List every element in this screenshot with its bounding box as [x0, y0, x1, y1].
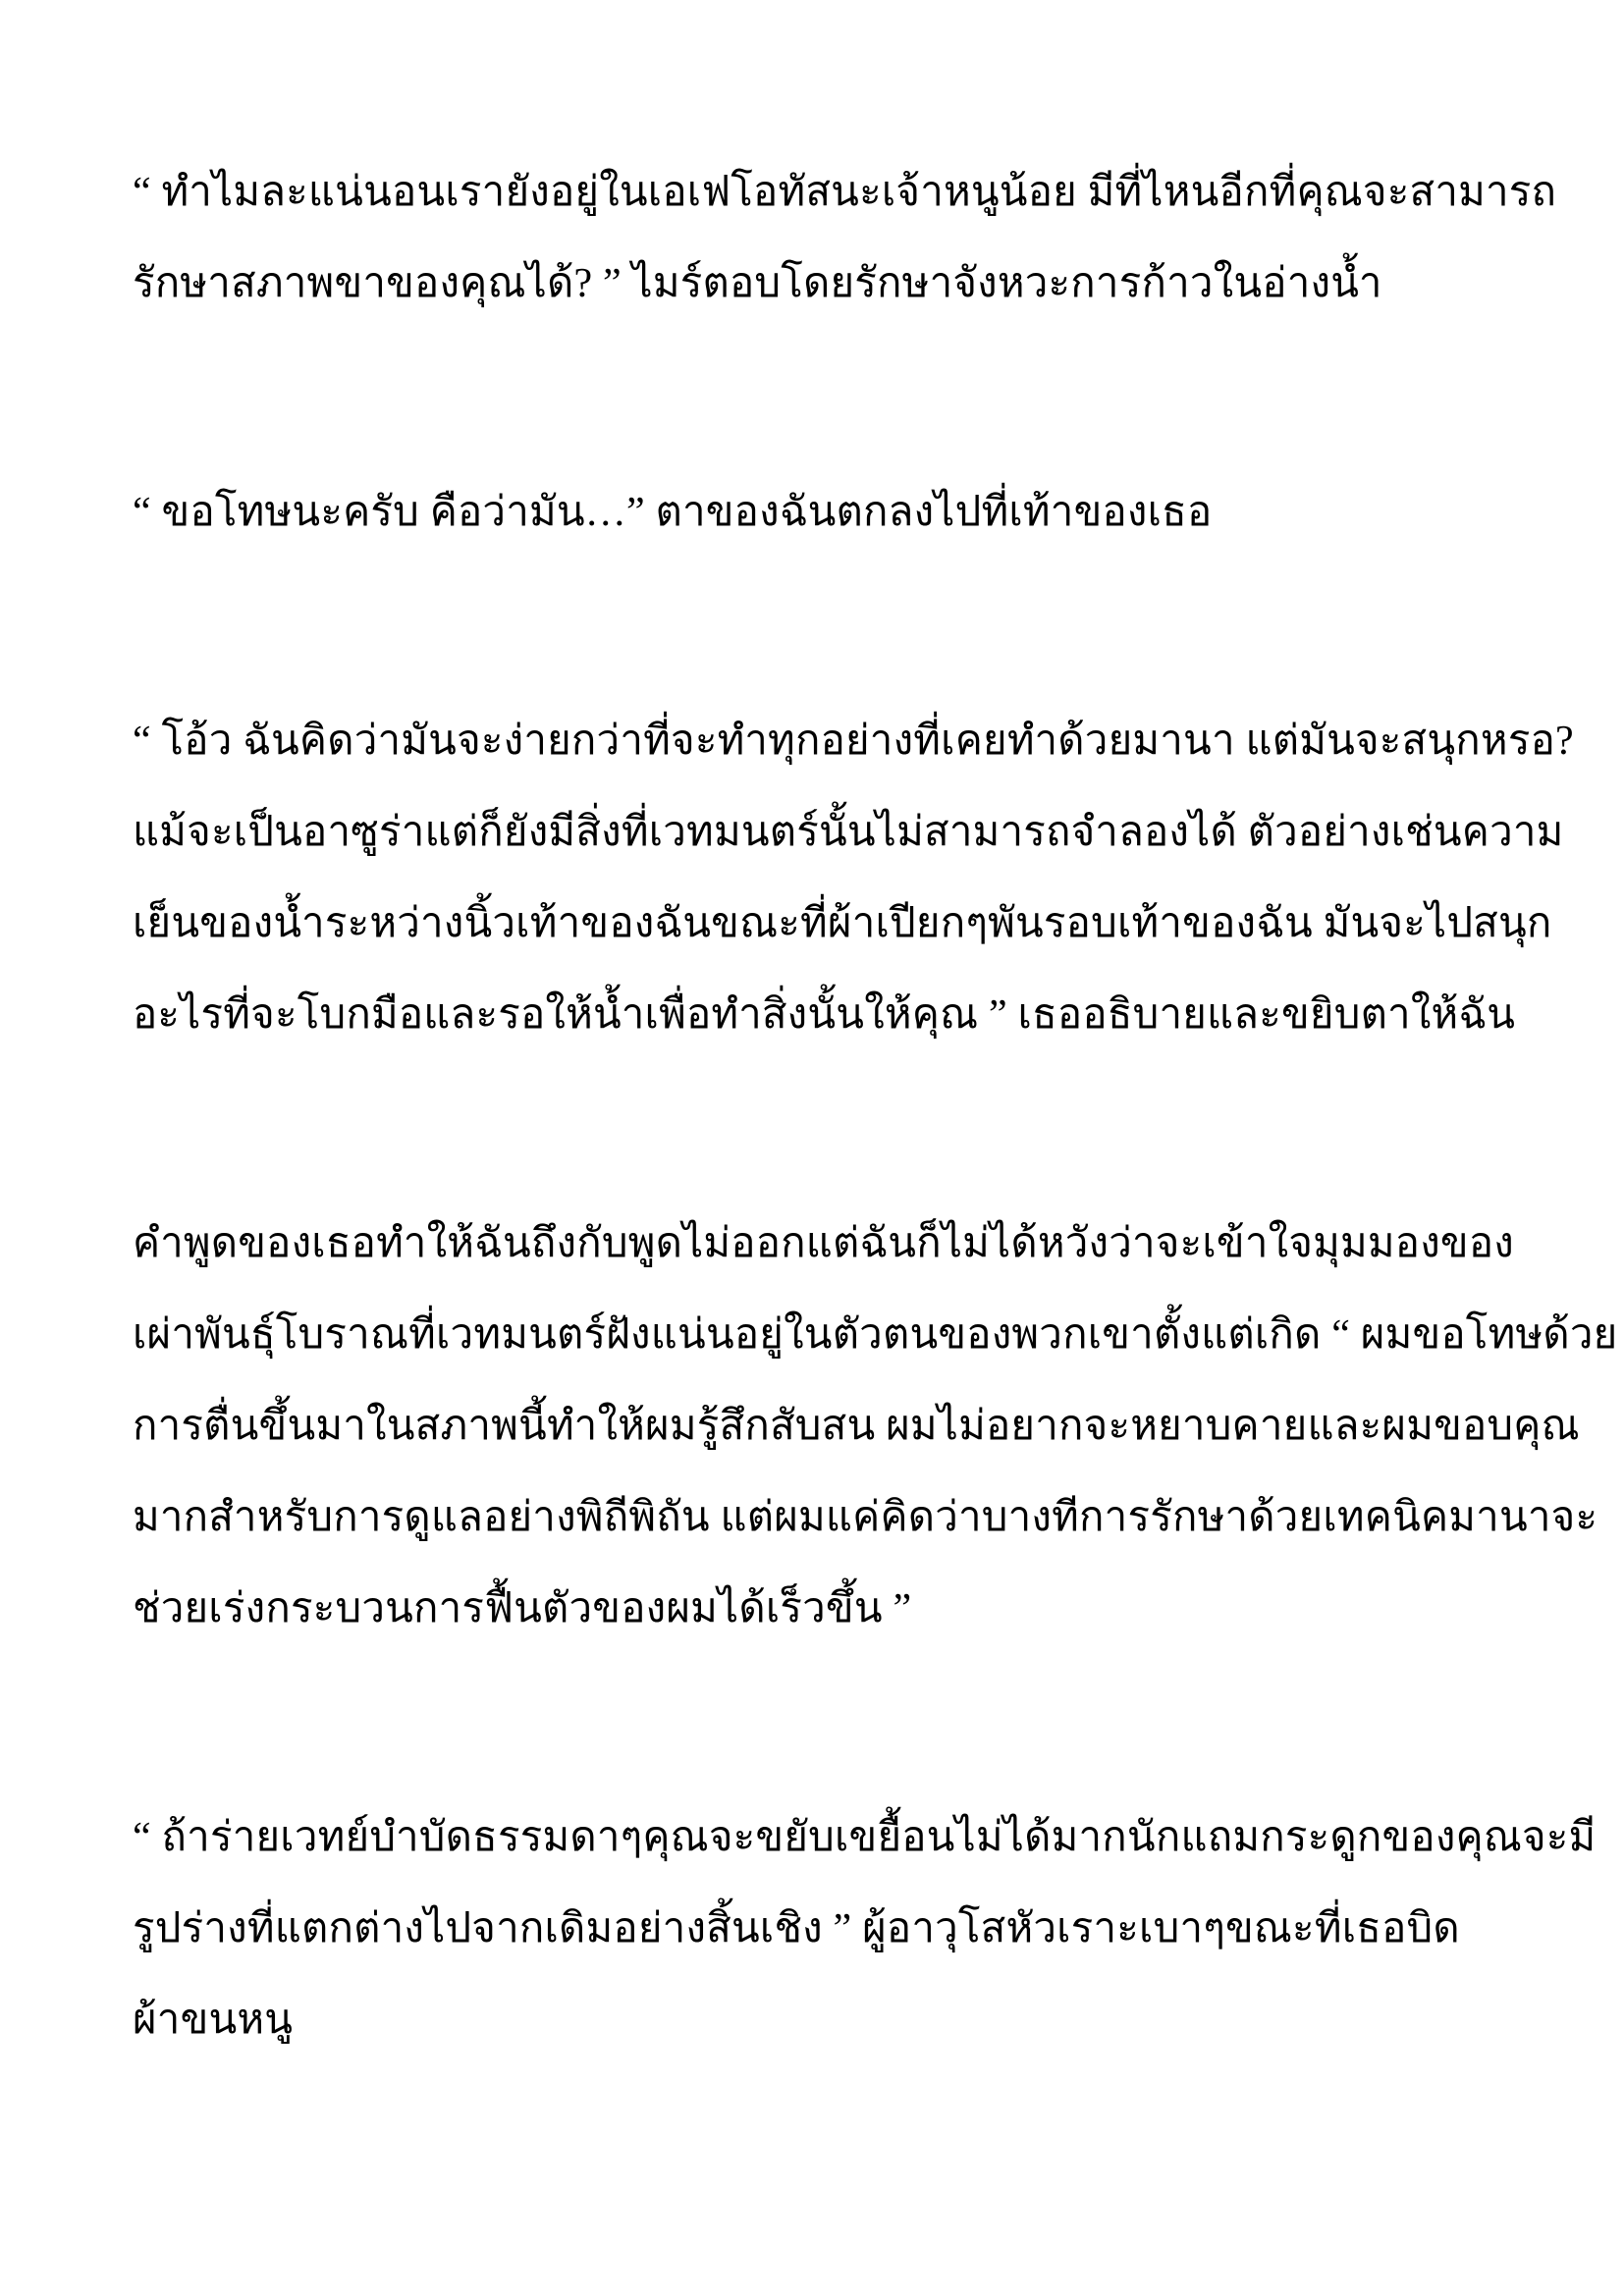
text-line: คำพูดของเธอทำให้ฉันถึงกับพูดไม่ออกแต่ฉันก็ไม่ได้หวังว่าจะเข้าใจมุมมองของ [133, 1221, 1514, 1266]
text-line: เย็นของน้ำระหว่างนิ้วเท้าของฉันขณะที่ผ้าเปียกๆพันรอบเท้าของฉัน มันจะไปสนุก [133, 901, 1552, 946]
text-line: “ ขอโทษนะครับ คือว่ามัน…” ตาของฉันตกลงไปที่เท้าของเธอ [133, 490, 1213, 535]
text-line: “ โอ้ว ฉันคิดว่ามันจะง่ายกว่าที่จะทำทุกอย่างที่เคยทำด้วยมานา แต่มันจะสนุกหรอ? [133, 719, 1574, 764]
text-line: มากสำหรับการดูแลอย่างพิถีพิถัน แต่ผมแค่คิดว่าบางทีการรักษาด้วยเทคนิคมานาจะ [133, 1495, 1598, 1540]
text-line: “ ถ้าร่ายเวทย์บำบัดธรรมดาๆคุณจะขยับเขยื้อนไม่ได้มากนักแถมกระดูกของคุณจะมี [133, 1815, 1597, 1860]
paragraph-dialogue-1 [133, 147, 1557, 330]
text-line: ผ้าขนหนู [133, 1998, 294, 2043]
text-line: อะไรที่จะโบกมือและรอให้น้ำเพื่อทำสิ่งนั้นให้คุณ ” เธออธิบายและขยิบตาให้ฉัน [133, 992, 1516, 1038]
text-line: การตื่นขึ้นมาในสภาพนี้ทำให้ผมรู้สึกสับสน ผมไม่อยากจะหยาบคายและผมขอบคุณ [133, 1404, 1580, 1449]
text-line: ช่วยเร่งกระบวนการฟื้นตัวของผมได้เร็วขึ้น ” [133, 1586, 912, 1631]
text-line: แม้จะเป็นอาซูร่าแต่ก็ยังมีสิ่งที่เวทมนตร์นั้นไม่สามารถจำลองได้ ตัวอย่างเช่นความ [133, 810, 1564, 855]
text-line: รักษาสภาพขาของคุณได้? ” ไมร์ตอบโดยรักษาจังหวะการก้าวในอ่างน้ำ [133, 261, 1382, 306]
text-line: เผ่าพันธุ์โบราณที่เวทมนตร์ฝังแน่นอยู่ในตัวตนของพวกเขาตั้งแต่เกิด “ ผมขอโทษด้วย [133, 1312, 1618, 1358]
text-line: รูปร่างที่แตกต่างไปจากเดิมอย่างสิ้นเชิง ” ผู้อาวุโสหัวเราะเบาๆขณะที่เธอบิด [133, 1906, 1460, 1951]
paragraph-dialogue-3 [133, 696, 1574, 1061]
paragraph-dialogue-2 [133, 467, 1496, 559]
text-line: “ ทำไมละแน่นอนเรายังอยู่ในเอเฟโอทัสนะเจ้าหนูน้อย มีที่ไหนอีกที่คุณจะสามารถ [133, 170, 1557, 215]
paragraph-dialogue-4 [133, 1792, 1597, 2066]
paragraph-narration-1 [133, 1199, 1618, 1655]
